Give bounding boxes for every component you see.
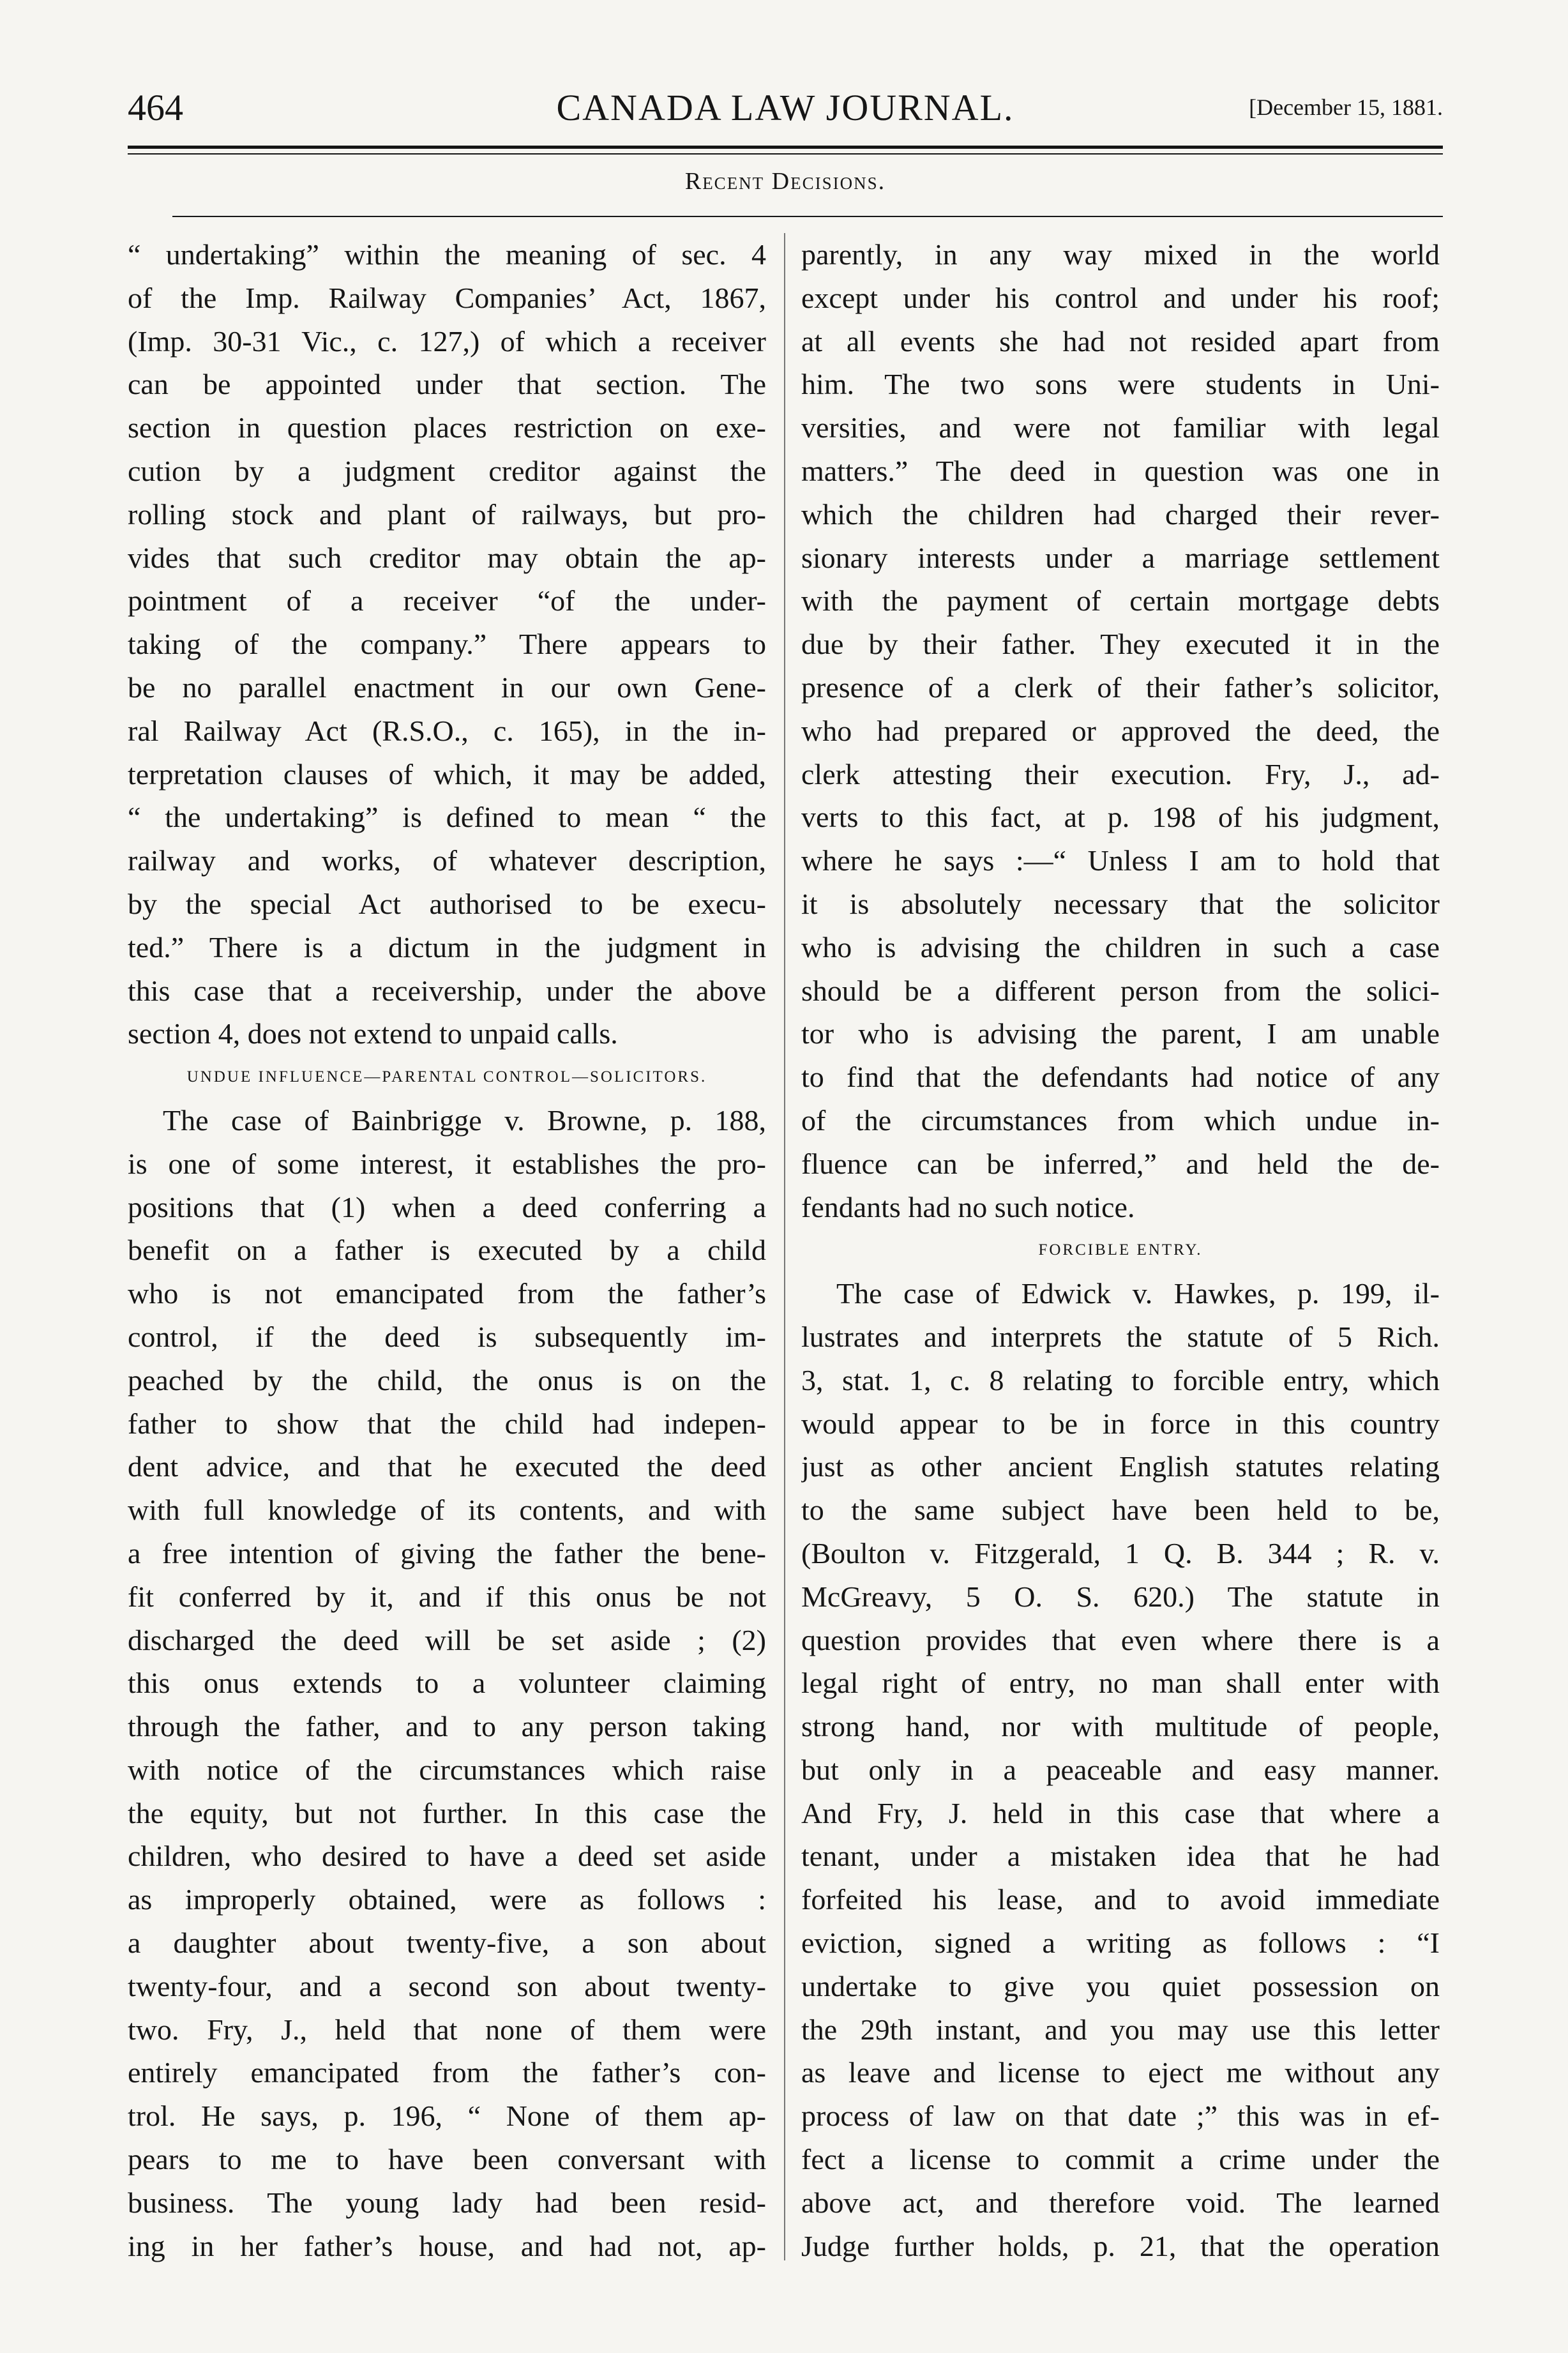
text-line: undertake to give you quiet possession on xyxy=(801,1969,1440,2002)
text-line: positions that (1) when a deed conferring a xyxy=(128,1190,766,1223)
text-line: through the father, and to any person taking xyxy=(128,1710,766,1743)
text-line: it is absolutely necessary that the solicitor xyxy=(801,887,1440,920)
text-line: above act, and therefore void. The learned xyxy=(801,2186,1440,2219)
text-line: 3, stat. 1, c. 8 relating to forcible entry, which xyxy=(801,1363,1440,1396)
text-line: should be a different person from the solici- xyxy=(801,974,1440,1007)
text-line: where he says :—“ Unless I am to hold that xyxy=(801,844,1440,877)
text-line: fit conferred by it, and if this onus be not xyxy=(128,1580,766,1613)
text-line: would appear to be in force in this country xyxy=(801,1407,1440,1440)
text-line: question provides that even where there is a xyxy=(801,1623,1440,1656)
header-rule-thick xyxy=(128,146,1443,149)
text-line: business. The young lady had been resid- xyxy=(128,2186,766,2219)
text-line: “ the undertaking” is defined to mean “ the xyxy=(128,801,766,834)
text-line: terpretation clauses of which, it may be added, xyxy=(128,757,766,791)
section-rule xyxy=(172,216,1443,217)
text-line: parently, in any way mixed in the world xyxy=(801,238,1440,271)
text-line: the 29th instant, and you may use this letter xyxy=(801,2013,1440,2046)
text-line: pears to me to have been conversant with xyxy=(128,2143,766,2176)
header-rule-thin xyxy=(128,153,1443,155)
text-line: to the same subject have been held to be, xyxy=(801,1494,1440,1527)
text-line: sionary interests under a marriage settlement xyxy=(801,541,1440,574)
text-line: ted.” There is a dictum in the judgment in xyxy=(128,930,766,964)
text-line: process of law on that date ;” this was in ef- xyxy=(801,2100,1440,2133)
text-line: ing in her father’s house, and had not, ap- xyxy=(128,2229,766,2262)
text-line: a daughter about twenty-five, a son about xyxy=(128,1926,766,1960)
text-line: eviction, signed a writing as follows : “I xyxy=(801,1926,1440,1960)
text-line: Judge further holds, p. 21, that the operation xyxy=(801,2229,1440,2262)
text-line: except under his control and under his roof; xyxy=(801,281,1440,314)
text-line: children, who desired to have a deed set aside xyxy=(128,1840,766,1873)
text-line: a free intention of giving the father the bene- xyxy=(128,1536,766,1570)
text-line: lustrates and interprets the statute of 5 Rich. xyxy=(801,1320,1440,1353)
text-line: strong hand, nor with multitude of people, xyxy=(801,1710,1440,1743)
text-line: with the payment of certain mortgage debts xyxy=(801,584,1440,617)
text-line: trol. He says, p. 196, “ None of them ap- xyxy=(128,2100,766,2133)
text-line: who is not emancipated from the father’s xyxy=(128,1277,766,1310)
text-line: as leave and license to eject me without any xyxy=(801,2056,1440,2089)
text-line: control, if the deed is subsequently im- xyxy=(128,1320,766,1353)
left-column xyxy=(128,233,766,2267)
text-line: pointment of a receiver “of the under- xyxy=(128,584,766,617)
text-line: to find that the defendants had notice of any xyxy=(801,1061,1440,1094)
issue-date: [December 15, 1881. xyxy=(1249,95,1443,120)
text-line: section in question places restriction on exe- xyxy=(128,411,766,444)
text-line: fluence can be inferred,” and held the de- xyxy=(801,1147,1440,1180)
text-line: entirely emancipated from the father’s con- xyxy=(128,2056,766,2089)
text-line: vides that such creditor may obtain the ap- xyxy=(128,541,766,574)
column-divider xyxy=(784,233,785,2260)
text-line: tenant, under a mistaken idea that he had xyxy=(801,1840,1440,1873)
text-line: which the children had charged their rever- xyxy=(801,497,1440,531)
text-line: “ undertaking” within the meaning of sec. 4 xyxy=(128,238,766,271)
text-line: him. The two sons were students in Uni- xyxy=(801,368,1440,401)
text-line: but only in a peaceable and easy manner. xyxy=(801,1753,1440,1786)
text-line: due by their father. They executed it in the xyxy=(801,628,1440,661)
text-line: of the Imp. Railway Companies’ Act, 1867, xyxy=(128,281,766,314)
subsection-heading: FORCIBLE ENTRY. xyxy=(1038,1241,1203,1259)
text-line: of the circumstances from which undue in- xyxy=(801,1103,1440,1137)
text-line: The case of Bainbrigge v. Browne, p. 188, xyxy=(163,1103,766,1137)
text-line: cution by a judgment creditor against the xyxy=(128,454,766,487)
text-line: who had prepared or approved the deed, the xyxy=(801,714,1440,747)
section-heading: Recent Decisions. xyxy=(684,168,886,195)
text-line: two. Fry, J., held that none of them were xyxy=(128,2013,766,2046)
text-line: the equity, but not further. In this case the xyxy=(128,1796,766,1829)
text-line: dent advice, and that he executed the deed xyxy=(128,1450,766,1483)
page-header xyxy=(128,86,1443,144)
text-line: with notice of the circumstances which raise xyxy=(128,1753,766,1786)
text-line: The case of Edwick v. Hawkes, p. 199, il- xyxy=(836,1277,1440,1310)
text-line: (Imp. 30-31 Vic., c. 127,) of which a receiver xyxy=(128,324,766,358)
text-line: be no parallel enactment in our own Gene- xyxy=(128,670,766,704)
text-line: twenty-four, and a second son about twenty- xyxy=(128,1969,766,2002)
text-line: verts to this fact, at p. 198 of his judgment, xyxy=(801,801,1440,834)
text-line: at all events she had not resided apart from xyxy=(801,324,1440,358)
text-line: presence of a clerk of their father’s solicitor, xyxy=(801,670,1440,704)
text-line: matters.” The deed in question was one in xyxy=(801,454,1440,487)
text-line: by the special Act authorised to be execu- xyxy=(128,887,766,920)
text-line: section 4, does not extend to unpaid calls. xyxy=(128,1017,618,1050)
text-line: railway and works, of whatever description, xyxy=(128,844,766,877)
text-line: tor who is advising the parent, I am unable xyxy=(801,1017,1440,1050)
text-line: as improperly obtained, were as follows : xyxy=(128,1883,766,1916)
text-line: peached by the child, the onus is on the xyxy=(128,1363,766,1396)
text-line: legal right of entry, no man shall enter with xyxy=(801,1667,1440,1700)
text-line: (Boulton v. Fitzgerald, 1 Q. B. 344 ; R. v. xyxy=(801,1536,1440,1570)
page-number: 464 xyxy=(128,87,183,128)
text-line: benefit on a father is executed by a child xyxy=(128,1234,766,1267)
text-line: clerk attesting their execution. Fry, J., ad- xyxy=(801,757,1440,791)
text-line: forfeited his lease, and to avoid immediate xyxy=(801,1883,1440,1916)
text-line: just as other ancient English statutes relating xyxy=(801,1450,1440,1483)
right-column xyxy=(801,233,1440,2267)
text-line: discharged the deed will be set aside ; (2) xyxy=(128,1623,766,1656)
text-line: And Fry, J. held in this case that where a xyxy=(801,1796,1440,1829)
text-line: with full knowledge of its contents, and with xyxy=(128,1494,766,1527)
text-line: taking of the company.” There appears to xyxy=(128,628,766,661)
text-line: father to show that the child had indepen- xyxy=(128,1407,766,1440)
text-line: rolling stock and plant of railways, but pro- xyxy=(128,497,766,531)
text-line: this onus extends to a volunteer claiming xyxy=(128,1667,766,1700)
text-line: can be appointed under that section. The xyxy=(128,368,766,401)
text-line: is one of some interest, it establishes the pro- xyxy=(128,1147,766,1180)
text-line: who is advising the children in such a case xyxy=(801,930,1440,964)
text-line: fect a license to commit a crime under the xyxy=(801,2143,1440,2176)
text-line: fendants had no such notice. xyxy=(801,1190,1135,1223)
text-line: McGreavy, 5 O. S. 620.) The statute in xyxy=(801,1580,1440,1613)
subsection-heading: UNDUE INFLUENCE—PARENTAL CONTROL—SOLICITORS. xyxy=(186,1068,707,1086)
text-line: ral Railway Act (R.S.O., c. 165), in the in- xyxy=(128,714,766,747)
text-line: versities, and were not familiar with legal xyxy=(801,411,1440,444)
text-line: this case that a receivership, under the above xyxy=(128,974,766,1007)
journal-title: CANADA LAW JOURNAL. xyxy=(556,87,1014,128)
